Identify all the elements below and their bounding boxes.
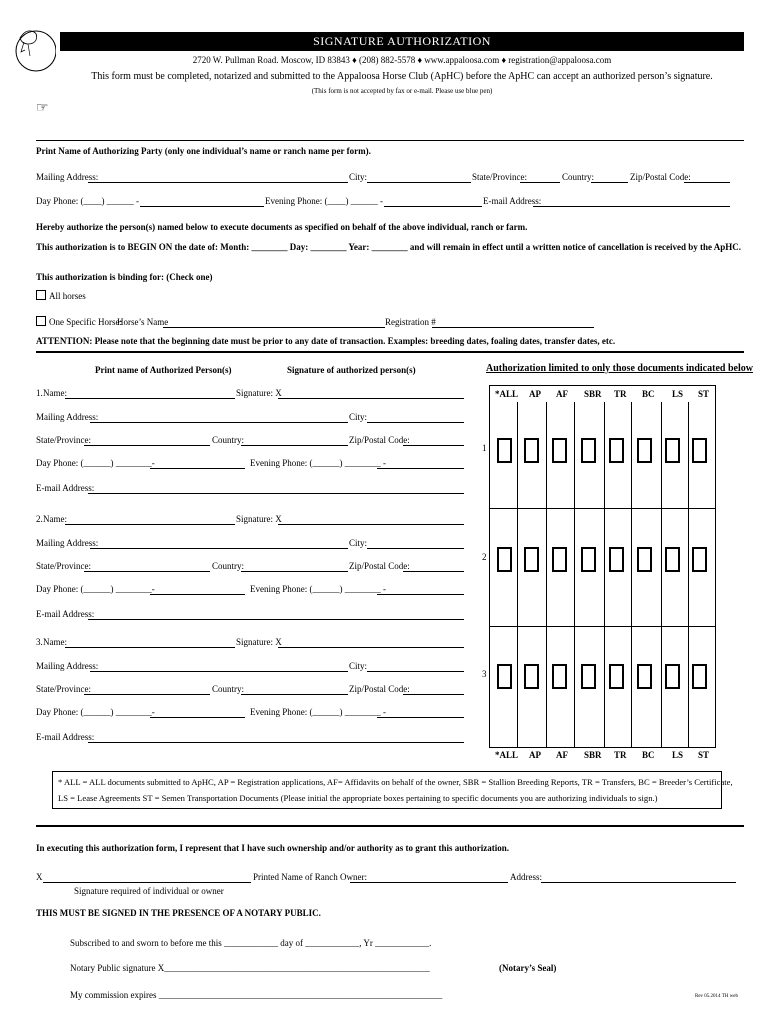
one-horse-checkbox[interactable] bbox=[36, 316, 46, 326]
mailing-address-field[interactable] bbox=[88, 182, 348, 183]
person-email-field[interactable] bbox=[88, 619, 464, 620]
initial-box-2-st[interactable] bbox=[692, 547, 707, 572]
person-number: 1. bbox=[36, 388, 43, 398]
person-state-label: State/Province: bbox=[36, 561, 91, 571]
person-country-label: Country: bbox=[212, 684, 245, 694]
person-email-label: E-mail Address: bbox=[36, 483, 95, 493]
person-mailing-field[interactable] bbox=[90, 671, 348, 672]
doc-code-bottom-all: *ALL bbox=[495, 750, 519, 760]
grid-column-line bbox=[631, 402, 632, 748]
owner-address-label: Address: bbox=[510, 872, 542, 882]
mailing-address-label: Mailing Address: bbox=[36, 172, 99, 182]
person-email-field[interactable] bbox=[88, 742, 464, 743]
person-country-field[interactable] bbox=[241, 445, 348, 446]
person-city-field[interactable] bbox=[367, 671, 464, 672]
binding-label: This authorization is binding for: (Check one) bbox=[36, 272, 213, 282]
person-name-label: Name: bbox=[43, 388, 67, 398]
grid-row-number: 1 bbox=[482, 443, 487, 453]
initial-box-2-tr[interactable] bbox=[609, 547, 624, 572]
initial-box-1-af[interactable] bbox=[552, 438, 567, 463]
initial-box-3-ap[interactable] bbox=[524, 664, 539, 689]
person-name-field[interactable] bbox=[65, 524, 235, 525]
grid-divider-1 bbox=[489, 508, 716, 509]
country-field[interactable] bbox=[591, 182, 628, 183]
hereby-statement: Hereby authorize the person(s) named below to execute documents as specified on behalf of the above individual, ranch or farm. bbox=[36, 222, 528, 232]
person-mailing-label: Mailing Address: bbox=[36, 661, 99, 671]
initial-box-1-tr[interactable] bbox=[609, 438, 624, 463]
person-state-field[interactable] bbox=[84, 694, 210, 695]
person-zip-label: Zip/Postal Code: bbox=[349, 684, 410, 694]
registration-label: Registration # bbox=[385, 317, 436, 327]
city-field[interactable] bbox=[367, 182, 471, 183]
pointing-hand-icon: ☞ bbox=[36, 101, 49, 116]
notary-signature-line[interactable]: Notary Public signature X___________________________________________________________ bbox=[70, 963, 430, 973]
all-horses-checkbox[interactable] bbox=[36, 290, 46, 300]
person-evening-phone-field[interactable] bbox=[377, 717, 464, 718]
initial-box-1-all[interactable] bbox=[497, 438, 512, 463]
person-mailing-label: Mailing Address: bbox=[36, 412, 99, 422]
signature-divider bbox=[36, 825, 744, 827]
represent-statement: In executing this authorization form, I represent that I have such ownership and/or authority as to grant this authorization. bbox=[36, 843, 510, 853]
person-zip-field[interactable] bbox=[403, 571, 464, 572]
person-signature-label: Signature: X bbox=[236, 637, 282, 647]
grid-row-number: 2 bbox=[482, 552, 487, 562]
person-zip-field[interactable] bbox=[403, 445, 464, 446]
doc-code-top-ap: AP bbox=[529, 389, 541, 399]
grid-column-line bbox=[517, 402, 518, 748]
city-label: City: bbox=[349, 172, 368, 182]
person-signature-field[interactable] bbox=[278, 524, 464, 525]
doc-code-bottom-af: AF bbox=[556, 750, 568, 760]
person-country-label: Country: bbox=[212, 561, 245, 571]
person-evening-phone-label: Evening Phone: (______) ________ - bbox=[250, 707, 386, 717]
initial-box-3-tr[interactable] bbox=[609, 664, 624, 689]
signature-required-note: Signature required of individual or owner bbox=[74, 886, 224, 896]
initial-box-2-sbr[interactable] bbox=[581, 547, 596, 572]
instructions: This form must be completed, notarized and submitted to the Appaloosa Horse Club (ApHC) before the ApHC can accept an authorized person’s signature. bbox=[91, 71, 713, 82]
print-name-column-header: Print name of Authorized Person(s) bbox=[95, 365, 232, 375]
initial-box-2-af[interactable] bbox=[552, 547, 567, 572]
initial-box-3-sbr[interactable] bbox=[581, 664, 596, 689]
doc-code-bottom-ap: AP bbox=[529, 750, 541, 760]
section-divider bbox=[36, 351, 744, 353]
limited-header: Authorization limited to only those documents indicated below bbox=[486, 363, 753, 374]
initial-box-1-ap[interactable] bbox=[524, 438, 539, 463]
person-mailing-field[interactable] bbox=[90, 548, 348, 549]
state-label: State/Province: bbox=[472, 172, 527, 182]
ranch-owner-field[interactable] bbox=[350, 882, 508, 883]
person-evening-phone-field[interactable] bbox=[377, 594, 464, 595]
grid-column-line bbox=[661, 402, 662, 748]
person-country-field[interactable] bbox=[241, 571, 348, 572]
country-label: Country: bbox=[562, 172, 595, 182]
doc-code-top-sbr: SBR bbox=[584, 389, 602, 399]
person-email-label: E-mail Address: bbox=[36, 732, 95, 742]
legend-line-2: LS = Lease Agreements ST = Semen Transportation Documents (Please initial the appropriate boxes pertaining to specific documents you are authorizing individuals to sign.) bbox=[58, 793, 658, 803]
email-field[interactable] bbox=[533, 206, 730, 207]
owner-signature-field[interactable] bbox=[43, 882, 251, 883]
evening-phone-field[interactable] bbox=[384, 206, 482, 207]
person-evening-phone-field[interactable] bbox=[377, 468, 464, 469]
person-mailing-label: Mailing Address: bbox=[36, 538, 99, 548]
all-horses-label: All horses bbox=[49, 291, 86, 301]
print-name-label: Print Name of Authorizing Party (only one individual’s name or ranch name per form). bbox=[36, 146, 371, 156]
person-day-phone-field[interactable] bbox=[150, 594, 245, 595]
person-signature-field[interactable] bbox=[278, 647, 464, 648]
person-state-label: State/Province: bbox=[36, 684, 91, 694]
notary-seal-label: (Notary’s Seal) bbox=[499, 963, 557, 973]
person-city-field[interactable] bbox=[367, 422, 464, 423]
form-title: SIGNATURE AUTHORIZATION bbox=[313, 34, 491, 48]
person-zip-field[interactable] bbox=[403, 694, 464, 695]
subscribed-line: Subscribed to and sworn to before me this ____________ day of ____________, Yr ____________. bbox=[70, 938, 432, 948]
horse-name-field[interactable] bbox=[163, 327, 385, 328]
begin-date-statement: This authorization is to BEGIN ON the date of: Month: ________ Day: ________ Year: ________ and will remain in effect until a written notice of cancellation is received by the ApHC. bbox=[36, 242, 742, 252]
commission-line[interactable]: My commission expires _______________________________________________________________ bbox=[70, 990, 443, 1000]
doc-code-top-af: AF bbox=[556, 389, 568, 399]
person-day-phone-label: Day Phone: (______) ________- bbox=[36, 584, 155, 594]
grid-column-line bbox=[688, 402, 689, 748]
person-evening-phone-label: Evening Phone: (______) ________ - bbox=[250, 584, 386, 594]
person-number: 3. bbox=[36, 637, 43, 647]
fax-note: (This form is not accepted by fax or e-mail. Please use blue pen) bbox=[311, 87, 493, 95]
doc-code-bottom-st: ST bbox=[698, 750, 710, 760]
evening-phone-label: Evening Phone: (____) ______ - bbox=[265, 196, 383, 206]
legend-line-1: * ALL = ALL documents submitted to ApHC, AP = Registration applications, AF= Affidavits on behalf of the owner, SBR = Stallion Breeding Reports, TR = Transfers, BC = Breeder’s Certificate, bbox=[58, 777, 733, 787]
person-zip-label: Zip/Postal Code: bbox=[349, 435, 410, 445]
grid-column-line bbox=[574, 402, 575, 748]
doc-code-bottom-sbr: SBR bbox=[584, 750, 602, 760]
grid-divider-2 bbox=[489, 626, 716, 627]
person-zip-label: Zip/Postal Code: bbox=[349, 561, 410, 571]
person-city-label: City: bbox=[349, 661, 368, 671]
zip-field[interactable] bbox=[684, 182, 730, 183]
initial-box-2-bc[interactable] bbox=[637, 547, 652, 572]
grid-column-line bbox=[546, 402, 547, 748]
appaloosa-logo bbox=[12, 24, 56, 74]
person-email-label: E-mail Address: bbox=[36, 609, 95, 619]
contact-line: 2720 W. Pullman Road. Moscow, ID 83843 ♦ (208) 882-5578 ♦ www.appaloosa.com ♦ registration@appaloosa.com bbox=[192, 55, 612, 65]
doc-code-top-bc: BC bbox=[642, 389, 655, 399]
initial-box-1-sbr[interactable] bbox=[581, 438, 596, 463]
email-label: E-mail Address: bbox=[483, 196, 542, 206]
initial-box-1-bc[interactable] bbox=[637, 438, 652, 463]
person-country-field[interactable] bbox=[241, 694, 348, 695]
doc-code-top-st: ST bbox=[698, 389, 710, 399]
person-day-phone-field[interactable] bbox=[150, 717, 245, 718]
registration-field[interactable] bbox=[432, 327, 594, 328]
one-horse-label: One Specific Horse: bbox=[49, 317, 122, 327]
person-city-field[interactable] bbox=[367, 548, 464, 549]
doc-code-top-all: *ALL bbox=[495, 389, 519, 399]
day-phone-label: Day Phone: (____) ______ - bbox=[36, 196, 139, 206]
state-field[interactable] bbox=[520, 182, 560, 183]
doc-code-bottom-ls: LS bbox=[672, 750, 684, 760]
person-state-field[interactable] bbox=[84, 445, 210, 446]
person-email-field[interactable] bbox=[88, 493, 464, 494]
attention-note: ATTENTION: Please note that the beginning date must be prior to any date of transaction. Examples: breeding dates, foaling dates, transfer dates, etc. bbox=[36, 336, 616, 346]
person-day-phone-field[interactable] bbox=[150, 468, 245, 469]
initial-box-1-ls[interactable] bbox=[665, 438, 680, 463]
all-horses-option[interactable] bbox=[36, 290, 86, 301]
person-name-field[interactable] bbox=[65, 398, 235, 399]
initial-box-2-all[interactable] bbox=[497, 547, 512, 572]
person-state-field[interactable] bbox=[84, 571, 210, 572]
initial-box-2-ls[interactable] bbox=[665, 547, 680, 572]
doc-code-bottom-tr: TR bbox=[614, 750, 627, 760]
person-name-label: Name: bbox=[43, 514, 67, 524]
day-phone-field[interactable] bbox=[140, 206, 264, 207]
horse-name-label: Horse’s Name bbox=[117, 317, 169, 327]
initial-box-3-st[interactable] bbox=[692, 664, 707, 689]
person-name-label: Name: bbox=[43, 637, 67, 647]
doc-code-bottom-bc: BC bbox=[642, 750, 655, 760]
person-country-label: Country: bbox=[212, 435, 245, 445]
person-day-phone-label: Day Phone: (______) ________- bbox=[36, 458, 155, 468]
initial-box-3-ls[interactable] bbox=[665, 664, 680, 689]
initial-box-2-ap[interactable] bbox=[524, 547, 539, 572]
initial-box-1-st[interactable] bbox=[692, 438, 707, 463]
person-signature-field[interactable] bbox=[278, 398, 464, 399]
initial-box-3-bc[interactable] bbox=[637, 664, 652, 689]
zip-label: Zip/Postal Code: bbox=[630, 172, 691, 182]
person-name-field[interactable] bbox=[65, 647, 235, 648]
x-mark: X bbox=[36, 872, 43, 882]
person-signature-label: Signature: X bbox=[236, 514, 282, 524]
grid-row-number: 3 bbox=[482, 669, 487, 679]
notary-heading: THIS MUST BE SIGNED IN THE PRESENCE OF A NOTARY PUBLIC. bbox=[36, 908, 321, 918]
authorizing-name-line[interactable] bbox=[36, 140, 744, 141]
doc-code-top-tr: TR bbox=[614, 389, 627, 399]
person-signature-label: Signature: X bbox=[236, 388, 282, 398]
person-evening-phone-label: Evening Phone: (______) ________ - bbox=[250, 458, 386, 468]
person-day-phone-label: Day Phone: (______) ________- bbox=[36, 707, 155, 717]
signature-column-header: Signature of authorized person(s) bbox=[287, 365, 416, 375]
owner-address-field[interactable] bbox=[541, 882, 736, 883]
person-city-label: City: bbox=[349, 538, 368, 548]
one-horse-option[interactable] bbox=[36, 316, 122, 327]
initial-box-3-af[interactable] bbox=[552, 664, 567, 689]
initial-box-3-all[interactable] bbox=[497, 664, 512, 689]
person-number: 2. bbox=[36, 514, 43, 524]
person-state-label: State/Province: bbox=[36, 435, 91, 445]
person-mailing-field[interactable] bbox=[90, 422, 348, 423]
ranch-owner-label: Printed Name of Ranch Owner: bbox=[253, 872, 367, 882]
revision-note: Rev 05.2014 TH web bbox=[695, 994, 738, 999]
doc-code-top-ls: LS bbox=[672, 389, 684, 399]
person-city-label: City: bbox=[349, 412, 368, 422]
grid-column-line bbox=[604, 402, 605, 748]
